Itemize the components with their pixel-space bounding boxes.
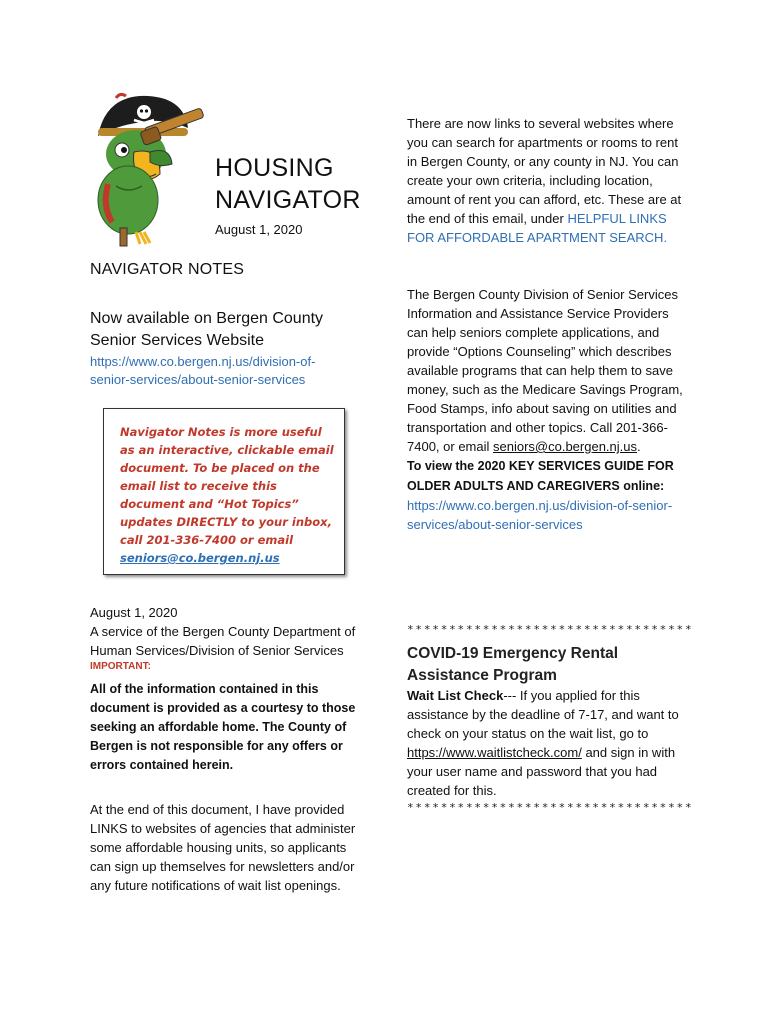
helpful-links-anchor[interactable]: HELPFUL LINKS FOR AFFORDABLE APARTMENT SEARCH. bbox=[407, 211, 668, 245]
callout-body: Navigator Notes is more useful as an interactive, clickable email document. To be placed on the email list to receive this document and “Hot Topics” updates DIRECTLY to your inbox, call 201-336-7400 or email bbox=[120, 425, 334, 547]
wait-list-text: --- If you applied for this assistance by the deadline of 7-17, and want to check on your status on the wait list, go to bbox=[407, 688, 679, 741]
email-signup-callout bbox=[103, 408, 345, 575]
left-body bbox=[90, 603, 365, 895]
wait-list-paragraph bbox=[407, 686, 682, 800]
division-email-link[interactable]: seniors@co.bergen.nj.us bbox=[493, 439, 637, 454]
disclaimer-text: All of the information contained in this document is provided as a courtesy to those seeking an affordable home. The County of Bergen is not responsible for any offers or errors contained herein. bbox=[90, 682, 356, 772]
availability-link-wrap bbox=[90, 353, 350, 389]
waitlistcheck-link[interactable]: https://www.waitlistcheck.com/ bbox=[407, 745, 582, 760]
divider-stars-top: ********************************** bbox=[407, 623, 694, 636]
pirate-parrot-mascot-icon bbox=[76, 88, 216, 248]
callout-text bbox=[120, 423, 335, 567]
senior-services-info bbox=[407, 285, 687, 534]
guide-paragraph bbox=[407, 456, 687, 496]
wait-list-label: Wait List Check bbox=[407, 688, 504, 703]
document-title bbox=[215, 152, 361, 216]
title-line-1: HOUSING bbox=[215, 154, 334, 182]
body-date: August 1, 2020 bbox=[90, 605, 178, 620]
division-paragraph: The Bergen County Division of Senior Services Information and Assistance Service Providers can help seniors complete applications, and provide “Options Counseling” which describes available programs that can help them to save money, such as the Medicare Savings Program, Food Stamps, info about saving on utilities and transportation and other topics. Call 201-366-7400, or email seniors@co.bergen.nj.us. bbox=[407, 287, 683, 454]
callout-email-link[interactable]: seniors@co.bergen.nj.us bbox=[120, 551, 280, 565]
service-line: A service of the Bergen County Department of Human Services/Division of Senior Services bbox=[90, 624, 356, 658]
links-notice-text: At the end of this document, I have provided LINKS to websites of agencies that administer some affordable housing units, so applicants can sign up themselves for newsletters and/or any future notifications of wait list openings. bbox=[90, 802, 356, 893]
guide-link-wrap bbox=[407, 496, 687, 534]
guide-bold-text: To view the 2020 KEY SERVICES GUIDE FOR OLDER ADULTS AND CAREGIVERS online: bbox=[407, 459, 674, 493]
wait-list-end: and sign in with your user name and password that you had created for this. bbox=[407, 745, 676, 798]
section-heading-navigator-notes: NAVIGATOR NOTES bbox=[90, 261, 245, 278]
divider-stars-bottom: ********************************** bbox=[407, 801, 694, 814]
availability-text: Now available on Bergen County Senior Services Website bbox=[90, 310, 324, 349]
senior-services-link[interactable]: https://www.co.bergen.nj.us/division-of-senior-services/about-senior-services bbox=[90, 354, 316, 387]
title-line-2: NAVIGATOR bbox=[215, 186, 361, 214]
key-services-guide-link[interactable]: https://www.co.bergen.nj.us/division-of-senior-services/about-senior-services bbox=[407, 498, 673, 532]
covid-rental-heading: COVID-19 Emergency Rental Assistance Program bbox=[407, 645, 619, 684]
issue-date: August 1, 2020 bbox=[215, 222, 303, 237]
apartment-search-intro bbox=[407, 114, 682, 247]
links-intro-text: There are now links to several websites where you can search for apartments or rooms to rent in Bergen County, or any county in NJ. You can create your own criteria, including location, amount of rent you can afford, etc. These are at the end of this email, under bbox=[407, 116, 682, 226]
division-text: The Bergen County Division of Senior Services Information and Assistance Service Providers can help seniors complete applications, and provide “Options Counseling” which describes available programs that can help them to save money, such as the Medicare Savings Program, Food Stamps, info about saving on utilities and transportation and other topics. Call 201-366-7400, or email bbox=[407, 287, 683, 454]
important-label: IMPORTANT: bbox=[90, 661, 151, 672]
